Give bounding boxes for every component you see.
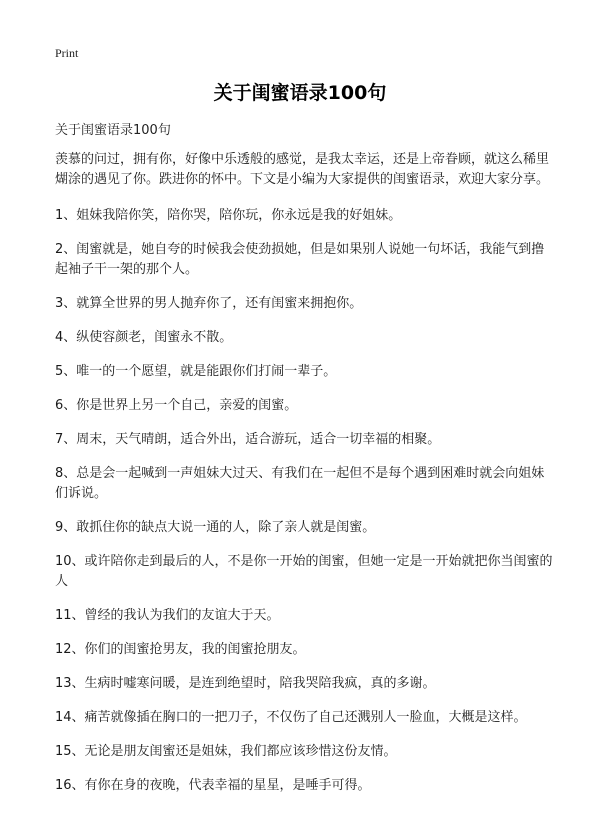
quote-item: 6、你是世界上另一个自己，亲爱的闺蜜。 — [55, 398, 298, 413]
quote-item: 1、姐妹我陪你笑，陪你哭，陪你玩，你永远是我的好姐妹。 — [55, 208, 402, 223]
quote-item: 12、你们的闺蜜抢男友，我的闺蜜抢朋友。 — [55, 642, 306, 657]
intro-paragraph: 羡慕的问过，拥有你，好像中乐透般的感觉，是我太幸运，还是上帝眷顾，就这么稀里煳涂的遇见了你。跌进你的怀中。下文是小编为大家提供的闺蜜语录，欢迎大家分享。 — [55, 152, 550, 187]
quote-item: 15、无论是朋友闺蜜还是姐妹，我们都应该珍惜这份友情。 — [55, 744, 397, 759]
article-subtitle: 关于闺蜜语录100句 — [55, 123, 171, 138]
quote-item: 7、周末，天气晴朗，适合外出，适合游玩，适合一切幸福的相聚。 — [55, 432, 441, 447]
quote-item: 9、敢抓住你的缺点大说一通的人，除了亲人就是闺蜜。 — [55, 520, 376, 535]
quote-item: 3、就算全世界的男人抛弃你了，还有闺蜜来拥抱你。 — [55, 296, 363, 311]
quote-item: 8、总是会一起喊到一声姐妹大过天、有我们在一起但不是每个遇到困难时就会向姐妹们诉说。 — [55, 466, 545, 501]
quote-item: 11、曾经的我认为我们的友谊大于天。 — [55, 608, 280, 623]
page-title: 关于闺蜜语录100句 — [213, 82, 387, 104]
quote-item: 13、生病时嘘寒问暖，是连到绝望时，陪我哭陪我疯，真的多谢。 — [55, 676, 436, 691]
print-link[interactable]: Print — [55, 46, 79, 60]
quote-item: 10、或许陪你走到最后的人，不是你一开始的闺蜜，但她一定是一开始就把你当闺蜜的人 — [55, 554, 553, 589]
quote-item: 14、痛苦就像插在胸口的一把刀子，不仅伤了自己还溅别人一脸血，大概是这样。 — [55, 710, 527, 725]
quote-item: 2、闺蜜就是，她自夸的时候我会使劲损她，但是如果别人说她一句坏话，我能气到撸起袖子干一架的那个人。 — [55, 242, 545, 277]
quote-item: 16、有你在身的夜晚，代表幸福的星星，是唾手可得。 — [55, 778, 371, 793]
quote-item: 4、纵使容颜老，闺蜜永不散。 — [55, 330, 233, 345]
quote-item: 5、唯一的一个愿望，就是能跟你们打闹一辈子。 — [55, 364, 337, 379]
article-body — [55, 150, 555, 810]
